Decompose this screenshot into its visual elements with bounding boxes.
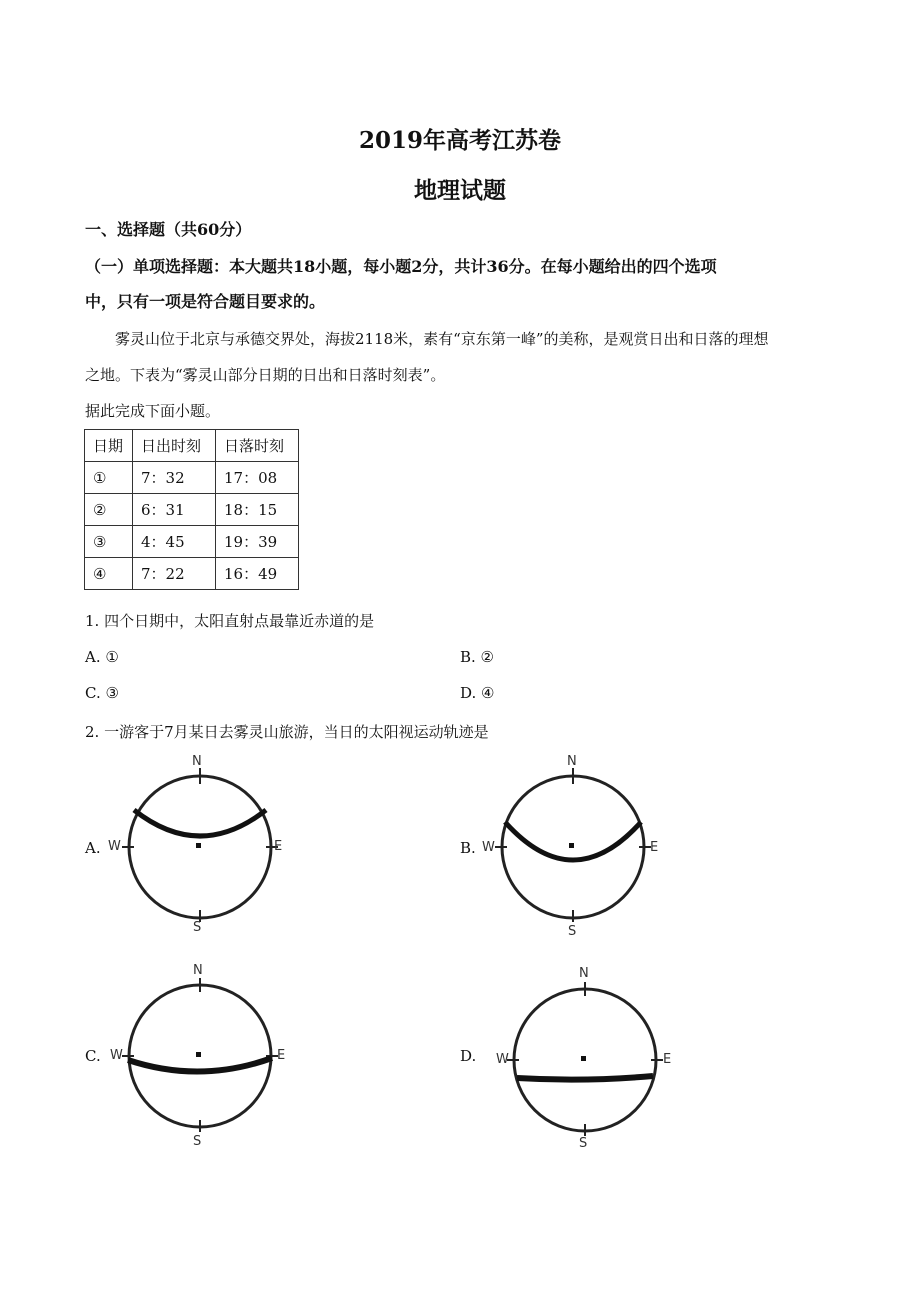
compass-w-b: W — [482, 840, 495, 855]
compass-e-a: E — [274, 839, 283, 854]
q1-stem: 1. 四个日期中，太阳直射点最靠近赤道的是 — [85, 612, 375, 630]
compass-n-d: N — [579, 966, 589, 981]
table-cell: ④ — [85, 558, 133, 590]
q2-option-d-label: D. — [460, 1047, 477, 1065]
q2-option-b-label: B. — [460, 839, 476, 857]
compass-n-a: N — [192, 754, 202, 769]
sun-path-diagram-a — [110, 750, 290, 940]
section-instructions-line2: 中，只有一项是符合题目要求的。 — [85, 292, 326, 311]
section-heading: 一、选择题（共60分） — [85, 220, 252, 239]
compass-e-b: E — [650, 840, 659, 855]
compass-e-c: E — [277, 1048, 286, 1063]
compass-w-a: W — [108, 839, 121, 854]
sun-path-diagram-c — [110, 960, 290, 1150]
table-row — [85, 526, 299, 558]
q2-stem: 2. 一游客于7月某日去雾灵山旅游，当日的太阳视运动轨迹是 — [85, 723, 489, 741]
table-cell: 17：08 — [216, 462, 299, 494]
sun-path-diagram-d — [495, 968, 675, 1158]
table-cell: 7：32 — [133, 462, 216, 494]
exam-subtitle: 地理试题 — [414, 177, 506, 204]
table-header-row — [85, 430, 299, 462]
q1-option-a: A. ① — [85, 648, 119, 666]
sun-path-diagram-b — [483, 750, 663, 940]
table-cell: ③ — [85, 526, 133, 558]
table-cell: 4：45 — [133, 526, 216, 558]
table-row — [85, 462, 299, 494]
compass-w-c: W — [110, 1048, 123, 1063]
sunrise-sunset-table — [84, 429, 299, 590]
table-cell: 7：22 — [133, 558, 216, 590]
compass-s-a: S — [193, 920, 202, 935]
table-cell: ② — [85, 494, 133, 526]
exam-title: 2019年高考江苏卷 — [358, 127, 561, 154]
q2-option-a-label: A. — [85, 839, 101, 857]
table-cell: 6：31 — [133, 494, 216, 526]
table-cell: 16：49 — [216, 558, 299, 590]
table-header-cell: 日落时刻 — [216, 430, 299, 462]
q1-option-c: C. ③ — [85, 684, 119, 702]
compass-n-b: N — [567, 754, 577, 769]
section-instructions-line1: （一）单项选择题：本大题共18小题，每小题2分，共计36分。在每小题给出的四个选项 — [85, 257, 717, 276]
table-header-cell: 日出时刻 — [133, 430, 216, 462]
compass-s-b: S — [568, 924, 577, 939]
compass-e-d: E — [663, 1052, 672, 1067]
q1-option-b: B. ② — [460, 648, 495, 666]
compass-w-d: W — [496, 1052, 509, 1067]
table-cell: 19：39 — [216, 526, 299, 558]
q1-option-d: D. ④ — [460, 684, 495, 702]
passage-line1: 雾灵山位于北京与承德交界处，海拔2118米，素有“京东第一峰”的美称，是观赏日出和日落的理想 — [115, 330, 769, 348]
table-header-cell: 日期 — [85, 430, 133, 462]
compass-s-c: S — [193, 1134, 202, 1149]
compass-s-d: S — [579, 1136, 588, 1151]
table-row — [85, 494, 299, 526]
q2-option-c-label: C. — [85, 1047, 101, 1065]
passage-line3: 据此完成下面小题。 — [85, 402, 221, 420]
passage-line2: 之地。下表为“雾灵山部分日期的日出和日落时刻表”。 — [85, 366, 446, 384]
compass-n-c: N — [193, 963, 203, 978]
table-cell: ① — [85, 462, 133, 494]
table-cell: 18：15 — [216, 494, 299, 526]
table-row — [85, 558, 299, 590]
